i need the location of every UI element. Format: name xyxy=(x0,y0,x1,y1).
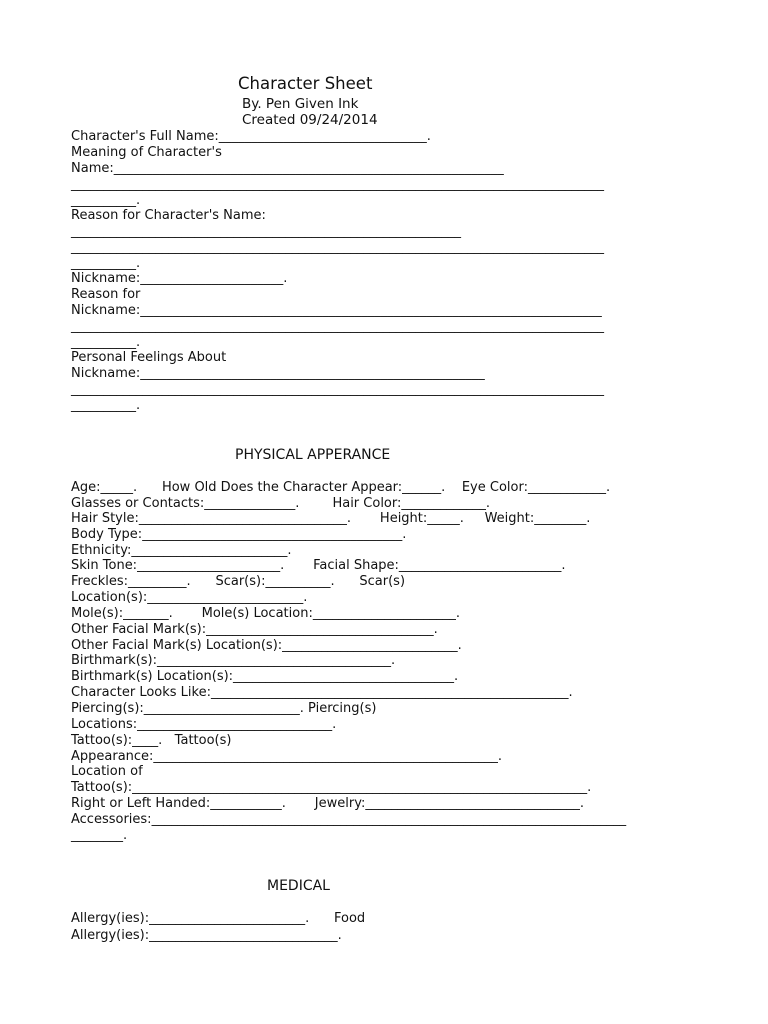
physical-field-line: Location of xyxy=(71,764,143,779)
physical-field-line[interactable]: Locations:______________________________. xyxy=(71,717,337,732)
meaning-label: Meaning of Character's xyxy=(71,145,222,160)
physical-field-line[interactable]: Tattoo(s):______________________________________________________________________. xyxy=(71,780,592,795)
physical-heading: PHYSICAL APPERANCE xyxy=(235,447,391,463)
nickname-field[interactable]: Nickname:______________________. xyxy=(71,271,288,286)
physical-field-line[interactable]: Other Facial Mark(s):___________________________________. xyxy=(71,622,438,637)
physical-field-line[interactable]: Hair Style:________________________________. Height:_____. Weight:________. xyxy=(71,511,591,526)
physical-field-line[interactable]: Birthmark(s) Location(s):__________________________________. xyxy=(71,669,459,684)
blank-line[interactable]: __________________________________________________________________________________ xyxy=(71,319,604,334)
physical-field-line[interactable]: Right or Left Handed:___________. Jewelry:_________________________________. xyxy=(71,796,584,811)
physical-field-line[interactable]: ________. xyxy=(71,828,128,843)
physical-field-line[interactable]: Birthmark(s):____________________________________. xyxy=(71,653,396,668)
author-line: By. Pen Given Ink xyxy=(242,96,359,112)
physical-field-line[interactable]: Skin Tone:______________________. Facial Shape:_________________________. xyxy=(71,558,566,573)
reason-nickname-field[interactable]: Nickname:_______________________________________________________________________ xyxy=(71,303,602,318)
physical-field-line[interactable]: Freckles:_________. Scar(s):__________. Scar(s) xyxy=(71,574,406,589)
physical-field-line[interactable]: Piercing(s):________________________. Piercing(s) xyxy=(71,701,377,716)
blank-line[interactable]: __________. xyxy=(71,256,141,271)
medical-field-line[interactable]: Allergy(ies):________________________. Food xyxy=(71,911,366,926)
document-title: Character Sheet xyxy=(238,74,373,93)
physical-field-line[interactable]: Age:_____. How Old Does the Character Appear:______. Eye Color:____________. xyxy=(71,480,611,495)
created-date: Created 09/24/2014 xyxy=(242,112,378,128)
physical-field-line[interactable]: Tattoo(s):____. Tattoo(s) xyxy=(71,733,232,748)
physical-field-line[interactable]: Ethnicity:________________________. xyxy=(71,543,292,558)
blank-line[interactable]: __________________________________________________________________________________ xyxy=(71,382,604,397)
physical-field-line[interactable]: Character Looks Like:_______________________________________________________. xyxy=(71,685,573,700)
medical-heading: MEDICAL xyxy=(267,878,330,894)
blank-line[interactable]: __________. xyxy=(71,335,141,350)
blank-line[interactable]: __________________________________________________________________________________ xyxy=(71,240,604,255)
meaning-field[interactable]: Name:____________________________________________________________ xyxy=(71,161,504,176)
feelings-field[interactable]: Nickname:_____________________________________________________ xyxy=(71,366,485,381)
reason-name-label: Reason for Character's Name: xyxy=(71,208,266,223)
blank-line[interactable]: __________. xyxy=(71,398,141,413)
full-name-field[interactable]: Character's Full Name:________________________________. xyxy=(71,129,431,144)
blank-line[interactable]: __________________________________________________________________________________ xyxy=(71,177,604,192)
physical-field-line[interactable]: Appearance:_____________________________________________________. xyxy=(71,749,503,764)
physical-field-line[interactable]: Glasses or Contacts:______________. Hair Color:_____________. xyxy=(71,496,491,511)
blank-line[interactable]: __________. xyxy=(71,193,141,208)
reason-nickname-label: Reason for xyxy=(71,287,141,302)
medical-field-line[interactable]: Allergy(ies):_____________________________. xyxy=(71,928,342,943)
blank-line[interactable]: ____________________________________________________________ xyxy=(71,224,461,239)
physical-field-line[interactable]: Accessories:_________________________________________________________________________ xyxy=(71,812,627,827)
physical-field-line[interactable]: Location(s):________________________. xyxy=(71,590,308,605)
feelings-label: Personal Feelings About xyxy=(71,350,227,365)
physical-field-line[interactable]: Other Facial Mark(s) Location(s):___________________________. xyxy=(71,638,462,653)
physical-field-line[interactable]: Mole(s):_______. Mole(s) Location:______________________. xyxy=(71,606,460,621)
physical-field-line[interactable]: Body Type:________________________________________. xyxy=(71,527,407,542)
